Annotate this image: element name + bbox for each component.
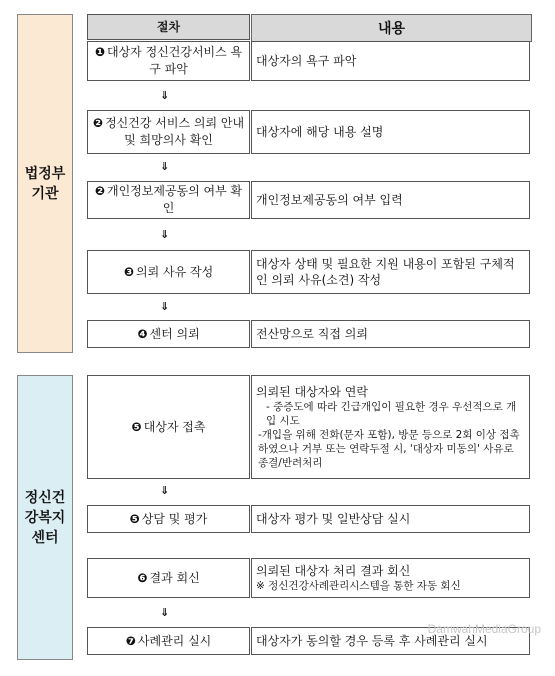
down-arrow-icon: ⇓ xyxy=(160,300,170,313)
step-box xyxy=(87,250,250,294)
content-text: 대상자의 욕구 파악 xyxy=(256,54,357,68)
step-number: ❷ xyxy=(92,116,104,130)
step-label: 의뢰 사유 작성 xyxy=(135,264,214,279)
step-number: ❸ xyxy=(123,264,134,279)
header-content: 내용 xyxy=(251,14,532,42)
step-box xyxy=(87,375,250,479)
down-arrow-icon: ⇓ xyxy=(160,484,170,497)
step-content xyxy=(251,375,530,479)
step-box xyxy=(87,181,250,219)
step-box xyxy=(87,627,250,655)
step-number: ❹ xyxy=(137,326,148,341)
step-label: 센터 의뢰 xyxy=(149,326,200,341)
step-label: 결과 회신 xyxy=(149,570,200,585)
content-text: 개인정보제공동의 여부 입력 xyxy=(256,193,403,207)
step-content xyxy=(251,505,530,533)
step-content xyxy=(251,320,530,348)
step-number: ❷ xyxy=(94,184,105,198)
down-arrow-icon: ⇓ xyxy=(160,228,170,241)
step-label: 개인정보제공동의 여부 확인 xyxy=(107,184,243,215)
step-content xyxy=(251,110,530,154)
step-label: 대상자 정신건강서비스 욕구 파악 xyxy=(107,45,243,76)
down-arrow-icon: ⇓ xyxy=(160,160,170,173)
side-label-legal-institution: 법정부 기관 xyxy=(17,14,73,353)
step-box xyxy=(87,41,250,81)
step-box xyxy=(87,110,250,154)
step-content xyxy=(251,558,530,598)
content-subnote: - 중증도에 따라 긴급개입이 필요한 경우 우선적으로 개입 시도 xyxy=(266,401,517,427)
step-label: 대상자 접촉 xyxy=(143,419,206,434)
content-text: 의뢰된 대상자 처리 결과 회신 xyxy=(256,564,411,578)
step-number: ❼ xyxy=(125,633,136,648)
content-text: 의뢰된 대상자와 연락 xyxy=(256,385,368,399)
content-text: 대상자가 동의할 경우 등록 후 사례관리 실시 xyxy=(256,634,488,648)
step-content xyxy=(251,250,530,294)
step-content xyxy=(251,41,530,81)
step-box xyxy=(87,558,250,598)
step-label: 상담 및 평가 xyxy=(141,511,208,526)
step-label: 사례관리 실시 xyxy=(137,633,212,648)
content-subnote: -개입을 위해 전화(문자 포함), 방문 등으로 2회 이상 접촉하였으나 거부 또는 연락두절 시, '대상자 미동의' 사유로 종결/반려처리 xyxy=(258,429,520,469)
step-number: ❶ xyxy=(94,45,105,59)
down-arrow-icon: ⇓ xyxy=(160,606,170,619)
down-arrow-icon: ⇓ xyxy=(160,89,170,102)
step-box xyxy=(87,505,250,533)
step-number: ❺ xyxy=(131,419,142,434)
step-content xyxy=(251,181,530,219)
watermark: DamwahMediaGroup xyxy=(427,622,541,636)
step-number: ❺ xyxy=(129,511,140,526)
content-subnote: ※ 정신건강사례관리시스템을 통한 자동 회신 xyxy=(256,580,461,592)
step-number: ❻ xyxy=(137,570,148,585)
step-label: 정신건강 서비스 의뢰 안내 및 희망의사 확인 xyxy=(105,116,245,147)
header-step: 절차 xyxy=(87,14,250,40)
content-text: 대상자 상태 및 필요한 지원 내용이 포함된 구체적인 의뢰 사유(소견) 작성 xyxy=(256,257,515,287)
step-box xyxy=(87,320,250,348)
content-text: 전산망으로 직접 의뢰 xyxy=(256,327,368,341)
side-label-mental-health-center: 정신건 강복지 센터 xyxy=(17,375,73,660)
content-text: 대상자 평가 및 일반상담 실시 xyxy=(256,512,411,526)
content-text: 대상자에 해당 내용 설명 xyxy=(256,125,384,139)
